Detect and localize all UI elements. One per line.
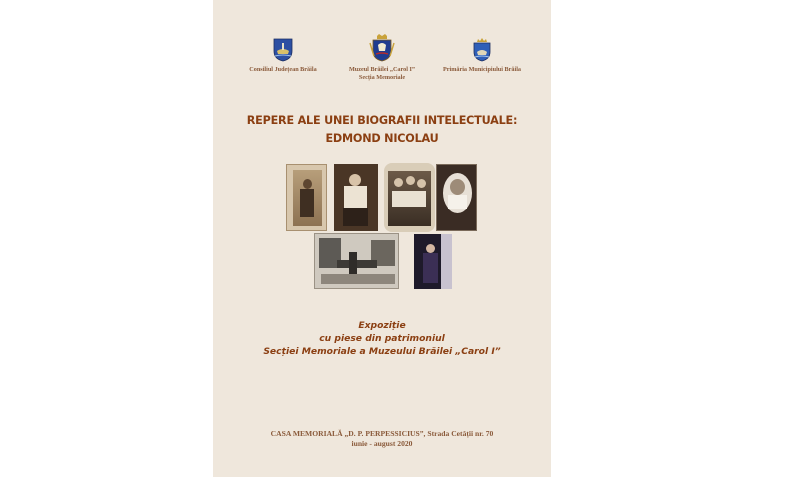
photo-standing-portrait [286, 164, 327, 231]
title-line-2: EDMOND NICOLAU [325, 132, 439, 145]
museum-crest-icon [369, 34, 395, 62]
title-line-1: REPERE ALE UNEI BIOGRAFII INTELECTUALE: [246, 114, 518, 127]
logo-county-council [233, 38, 333, 74]
photo-oval-portrait [436, 164, 477, 231]
subtitle-line-2: cu piese din patrimoniul [319, 333, 445, 344]
logo-city-hall [432, 38, 532, 74]
logo-label-museum-line2: Secția Memoriale [358, 74, 406, 81]
footer-dates: iunie - august 2020 [351, 439, 413, 448]
photo-family-group [384, 163, 435, 232]
city-crest-icon [472, 38, 492, 62]
photo-office-scene [314, 233, 399, 289]
logo-label-city-hall: Primăria Municipiului Brăila [442, 66, 522, 73]
subtitle-line-3: Secției Memoriale a Muzeului Brăilei „Carol I” [263, 346, 501, 357]
photo-seated-child [334, 164, 378, 231]
subtitle-line-1: Expoziție [358, 320, 406, 331]
exhibition-poster [213, 0, 551, 477]
logo-label-museum-line1: Muzeul Brăilei „Carol I” [348, 66, 416, 73]
county-crest-icon [273, 38, 293, 62]
footer-address: CASA MEMORIALĂ „D. P. PERPESSICIUS”, Strada Cetății nr. 70 [270, 429, 494, 438]
logo-museum [332, 34, 432, 82]
logo-label-county-council: Consiliul Județean Brăila [249, 66, 317, 73]
photo-man-in-suit [414, 234, 452, 289]
